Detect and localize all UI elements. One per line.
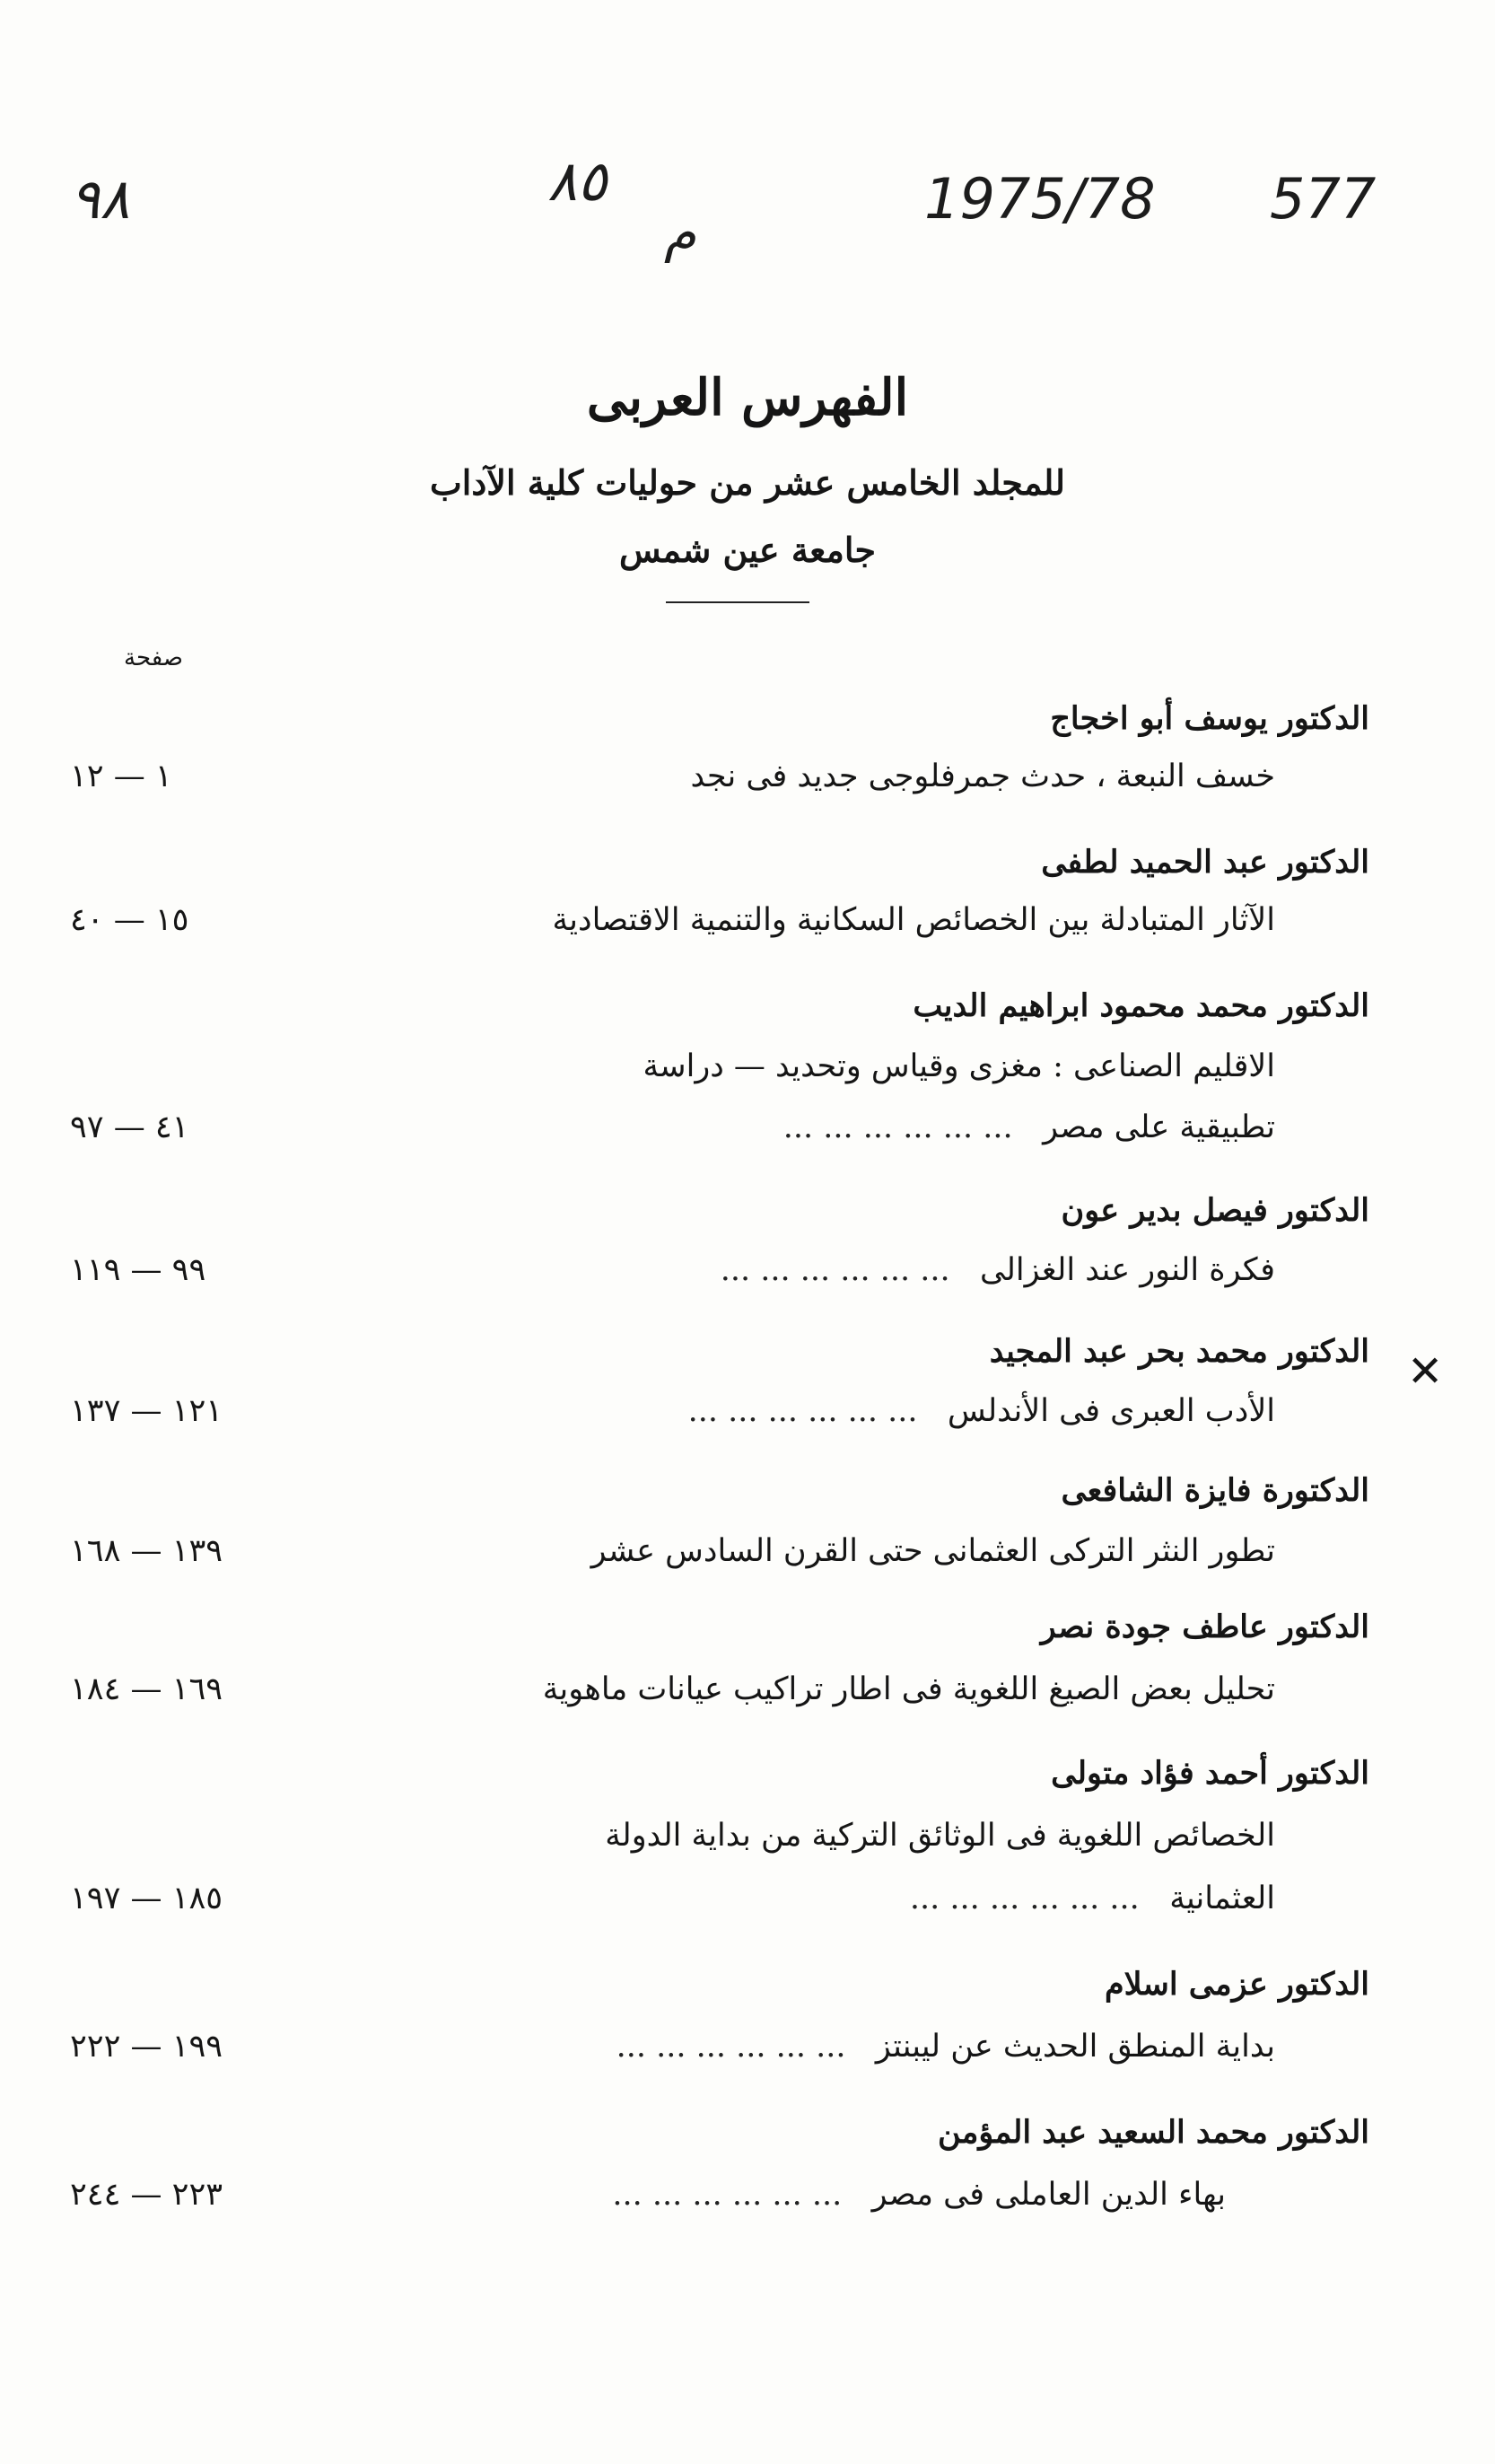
leader-dots: ... ... ... ... ... ... — [687, 1393, 918, 1429]
entry-title-line — [378, 1252, 1275, 1288]
entry-author: الدكتور محمد محمود ابراهيم الديب — [913, 987, 1369, 1024]
page-title: الفهرس العربى — [586, 368, 909, 427]
handwritten-code: 577 — [1270, 166, 1377, 232]
entry-title-line — [328, 2177, 1226, 2213]
entry-title: تحليل بعض الصيغ اللغوية فى اطار تراكيب عيانات ماهوية — [542, 1671, 1275, 1707]
handwritten-years: 1975/78 — [924, 166, 1156, 232]
entry-title-line — [378, 2029, 1275, 2065]
entry-title: تطور النثر التركى العثمانى حتى القرن السادس عشر — [590, 1533, 1275, 1569]
entry-title-line — [378, 1393, 1275, 1429]
leader-dots: ... ... ... ... ... ... — [909, 1881, 1140, 1916]
leader-dots: ... ... ... ... ... ... — [612, 2177, 843, 2213]
entry-pages: ١ — ١٢ — [70, 758, 172, 794]
subtitle-university: جامعة عين شمس — [619, 530, 876, 570]
entry-title-continued — [378, 1109, 1275, 1145]
entry-pages: ١٩٩ — ٢٢٢ — [70, 2029, 223, 2065]
page-column-label: صفحة — [124, 644, 183, 671]
entry-title: الاقليم الصناعى : مغزى وقياس وتحديد — دراسة — [643, 1048, 1275, 1084]
entry-title-text: بداية المنطق الحديث عن ليبنتز — [875, 2029, 1275, 2065]
handwritten-left-number: ٩٨ — [70, 166, 130, 232]
entry-title-text: الأدب العبرى فى الأندلس — [947, 1393, 1275, 1429]
entry-pages: ١٣٩ — ١٦٨ — [70, 1533, 223, 1569]
entry-title: الخصائص اللغوية فى الوثائق التركية من بداية الدولة — [605, 1818, 1275, 1854]
entry-author: الدكتور عاطف جودة نصر — [1040, 1609, 1369, 1645]
entry-pages: ٩٩ — ١١٩ — [70, 1252, 206, 1288]
entry-pages: ٤١ — ٩٧ — [70, 1109, 189, 1145]
entry-title-text: بهاء الدين العاملى فى مصر — [871, 2177, 1226, 2213]
entry-pages: ١٦٩ — ١٨٤ — [70, 1671, 223, 1707]
subtitle-volume: للمجلد الخامس عشر من حوليات كلية الآداب — [430, 462, 1065, 503]
entry-pages: ١٨٥ — ١٩٧ — [70, 1881, 223, 1916]
leader-dots: ... ... ... ... ... ... — [720, 1252, 950, 1288]
leader-dots: ... ... ... ... ... ... — [782, 1109, 1013, 1145]
entry-author: الدكتور فيصل بدير عون — [1061, 1192, 1369, 1229]
entry-author: الدكتورة فايزة الشافعى — [1061, 1472, 1369, 1509]
entry-title: الآثار المتبادلة بين الخصائص السكانية والتنمية الاقتصادية — [552, 902, 1275, 938]
entry-author: الدكتور عبد الحميد لطفى — [1041, 844, 1369, 881]
entry-title-text: العثمانية — [1169, 1881, 1275, 1916]
leader-dots: ... ... ... ... ... ... — [616, 2029, 846, 2065]
handwritten-letter: م — [664, 202, 696, 263]
title-divider — [666, 601, 809, 603]
margin-x-mark: ✕ — [1407, 1346, 1444, 1397]
entry-author: الدكتور عزمى اسلام — [1104, 1966, 1369, 2003]
entry-pages: ١٢١ — ١٣٧ — [70, 1393, 223, 1429]
entry-author: الدكتور يوسف أبو اخجاج — [1050, 700, 1369, 737]
handwritten-number: ٨٥ — [547, 148, 608, 214]
entry-author: الدكتور أحمد فؤاد متولى — [1051, 1755, 1369, 1792]
entry-title-continued — [378, 1881, 1275, 1916]
entry-author: الدكتور محمد السعيد عبد المؤمن — [938, 2114, 1369, 2151]
entry-author: الدكتور محمد بحر عبد المجيد — [989, 1333, 1369, 1370]
entry-pages: ١٥ — ٤٠ — [70, 902, 189, 938]
entry-title-text: فكرة النور عند الغزالى — [980, 1252, 1275, 1288]
entry-pages: ٢٢٣ — ٢٤٤ — [70, 2177, 223, 2213]
entry-title: خسف النبعة ، حدث جمرفلوجى جديد فى نجد — [690, 758, 1275, 794]
entry-title-text: تطبيقية على مصر — [1043, 1109, 1275, 1145]
